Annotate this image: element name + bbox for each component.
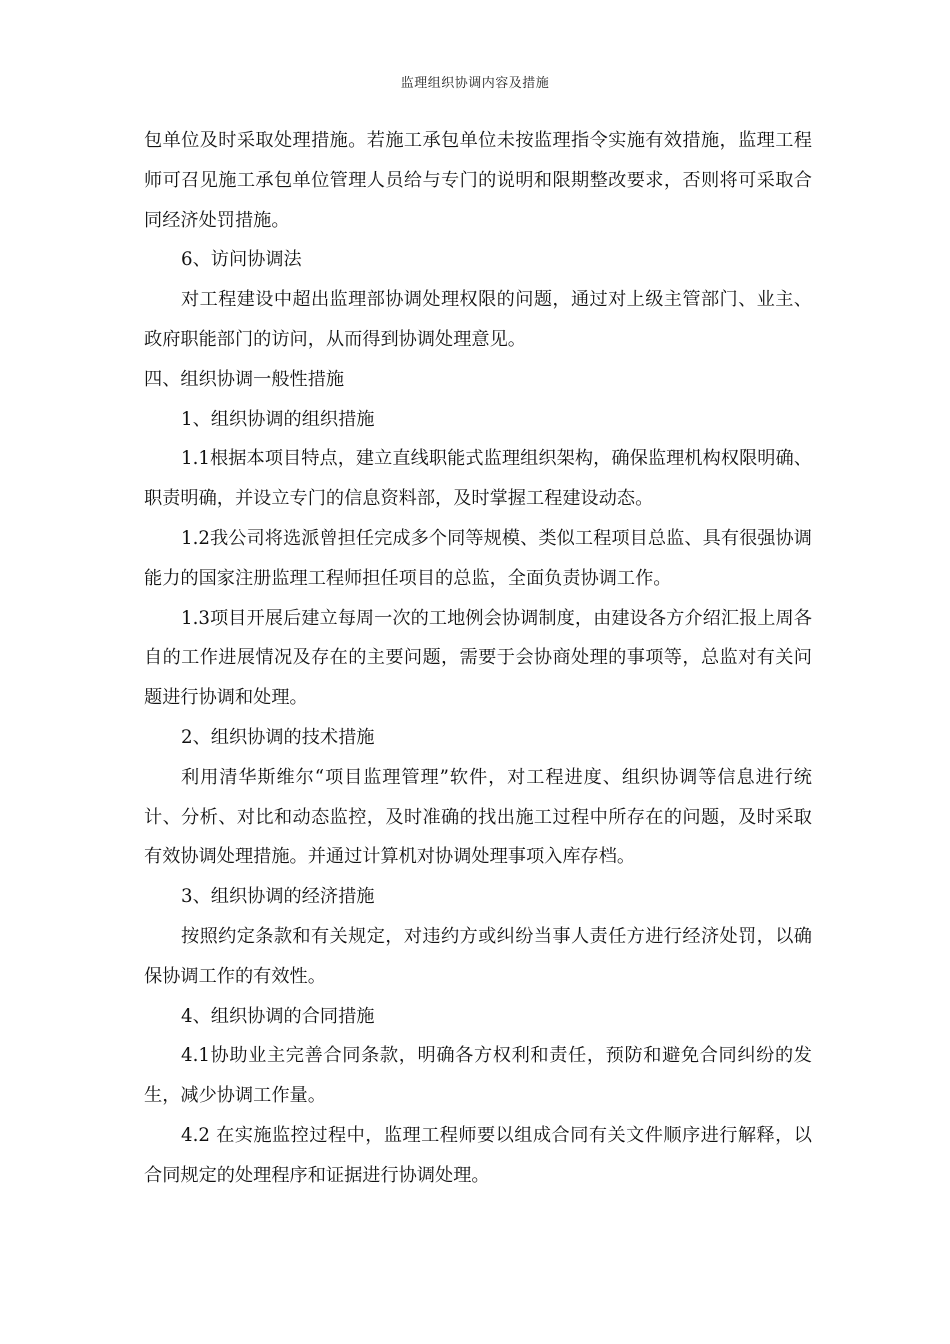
- section-heading: 6、访问协调法: [181, 249, 302, 271]
- paragraph: 1.2我公司将选派曾担任完成多个同等规模、类似工程项目总监、具有很强协调能力的国家注册监理工程师担任项目的总监，全面负责协调工作。: [144, 527, 812, 589]
- section-heading: 1、组织协调的组织措施: [181, 408, 375, 430]
- section-heading: 四、组织协调一般性措施: [144, 368, 345, 390]
- paragraph: 按照约定条款和有关规定，对违约方或纠纷当事人责任方进行经济处罚，以确保协调工作的有效性。: [144, 925, 812, 987]
- paragraph: 利用清华斯维尔“项目监理管理”软件，对工程进度、组织协调等信息进行统计、分析、对比和动态监控，及时准确的找出施工过程中所存在的问题，及时采取有效协调处理措施。并通过计算机对协调处理事项入库存档。: [144, 766, 812, 868]
- section-heading: 3、组织协调的经济措施: [181, 886, 375, 908]
- paragraph: 1.3项目开展后建立每周一次的工地例会协调制度，由建设各方介绍汇报上周各自的工作进展情况及存在的主要问题，需要于会协商处理的事项等，总监对有关问题进行协调和处理。: [144, 607, 812, 709]
- page-header: 监理组织协调内容及措施: [400, 76, 550, 91]
- paragraph: 对工程建设中超出监理部协调处理权限的问题，通过对上级主管部门、业主、政府职能部门的访问，从而得到协调处理意见。: [144, 289, 812, 350]
- paragraph: 包单位及时采取处理措施。若施工承包单位未按监理指令实施有效措施，监理工程师可召见施工承包单位管理人员给与专门的说明和限期整改要求，否则将可采取合同经济处罚措施。: [144, 130, 812, 231]
- paragraph: 4.1协助业主完善合同条款，明确各方权利和责任，预防和避免合同纠纷的发生，减少协调工作量。: [144, 1045, 812, 1107]
- document-body: [144, 121, 812, 1196]
- section-heading: 4、组织协调的合同措施: [181, 1005, 375, 1027]
- section-heading: 2、组织协调的技术措施: [181, 726, 375, 748]
- paragraph: 4.2 在实施监控过程中，监理工程师要以组成合同有关文件顺序进行解释，以合同规定的处理程序和证据进行协调处理。: [144, 1124, 812, 1186]
- paragraph: 1.1根据本项目特点，建立直线职能式监理组织架构，确保监理机构权限明确、职责明确，并设立专门的信息资料部，及时掌握工程建设动态。: [144, 448, 812, 510]
